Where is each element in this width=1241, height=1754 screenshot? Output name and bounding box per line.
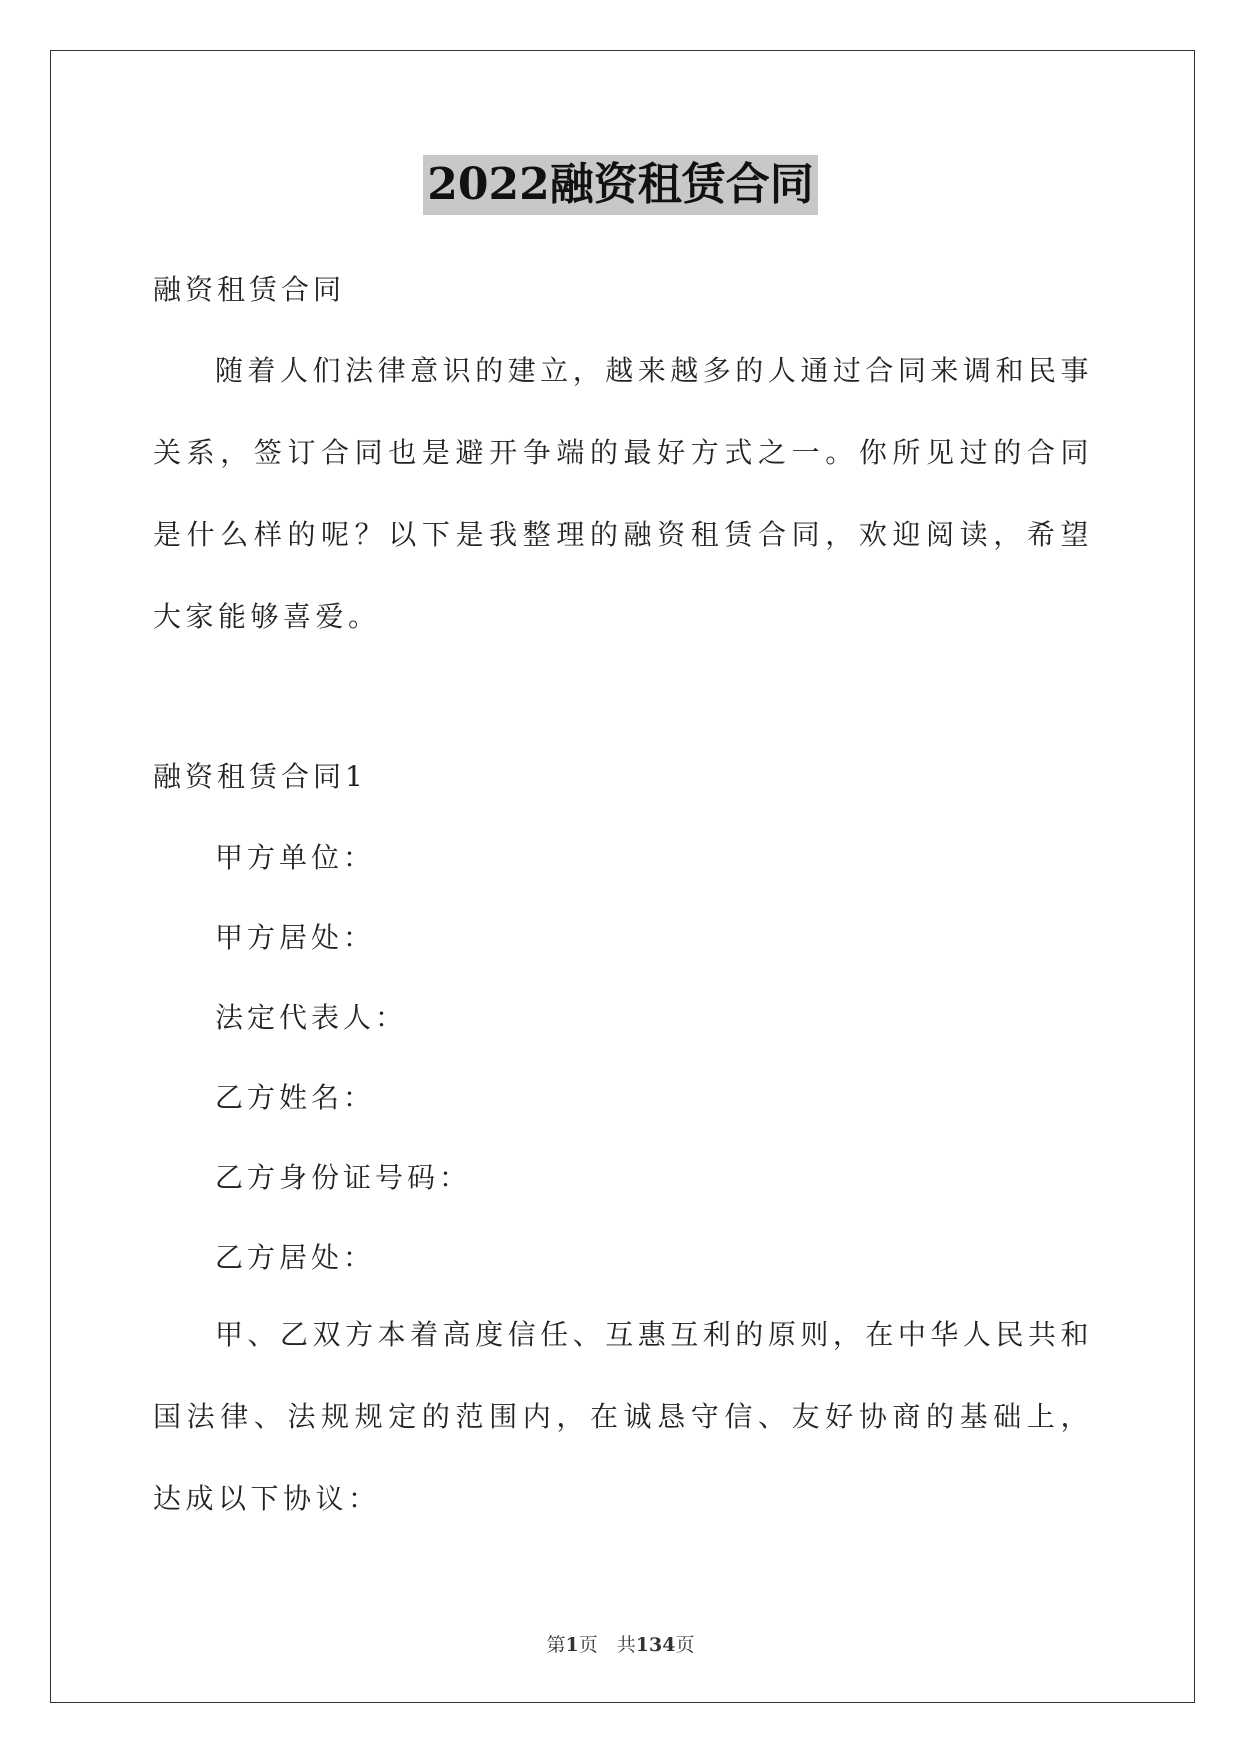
intro-paragraph: 随着人们法律意识的建立，越来越多的人通过合同来调和民事关系，签订合同也是避开争端的最好方式之一。你所见过的合同是什么样的呢？以下是我整理的融资租赁合同，欢迎阅读，希望大家能够喜爱。 xyxy=(153,354,1093,633)
footer-page-prefix: 第 xyxy=(546,1634,566,1656)
footer-page-mid: 页 共 xyxy=(578,1634,636,1656)
field-legal-representative: 法定代表人： xyxy=(215,1001,408,1034)
page-footer xyxy=(0,1630,1241,1657)
field-party-a-unit: 甲方单位： xyxy=(215,841,376,874)
section-heading: 融资租赁合同1 xyxy=(153,760,367,793)
field-party-b-name: 乙方姓名： xyxy=(215,1081,376,1114)
field-party-a-address: 甲方居处： xyxy=(215,921,376,954)
footer-page-number: 1 xyxy=(565,1634,579,1656)
agreement-paragraph: 甲、乙双方本着高度信任、互惠互利的原则，在中华人民共和国法律、法规规定的范围内，在诚恳守信、友好协商的基础上，达成以下协议： xyxy=(153,1318,1093,1515)
field-party-b-address: 乙方居处： xyxy=(215,1241,376,1274)
footer-total-pages: 134 xyxy=(635,1634,676,1656)
document-title: 2022融资租赁合同 xyxy=(423,155,817,215)
footer-page-suffix: 页 xyxy=(675,1634,695,1656)
title-container xyxy=(0,155,1241,215)
document-subtitle: 融资租赁合同 xyxy=(153,273,346,306)
field-party-b-id-number: 乙方身份证号码： xyxy=(215,1161,472,1194)
